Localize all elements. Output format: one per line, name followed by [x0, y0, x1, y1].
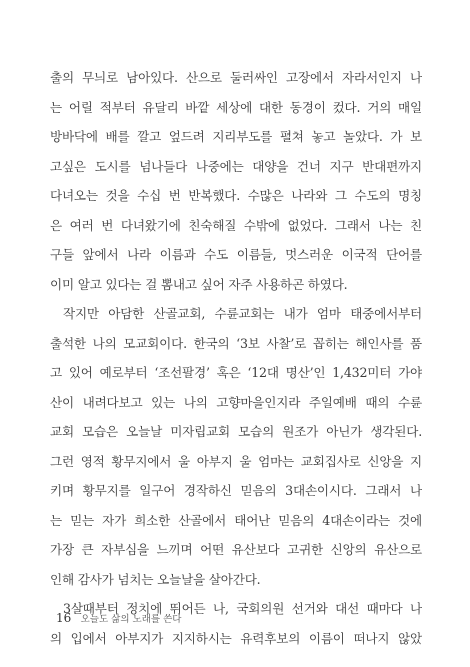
page-footer	[56, 611, 181, 625]
body-text	[50, 63, 422, 653]
page-number: 16	[56, 611, 72, 625]
text-line: 의 입에서 아부지가 지지하시는 유력후보의 이름이 떠나지 않았	[50, 630, 422, 646]
text-line: 방바닥에 배를 깔고 엎드려 지리부도를 펼쳐 놓고 놀았다. 가 보	[50, 129, 422, 144]
text-line: 교회 모습은 오늘날 미자립교회 모습의 원조가 아닌가 생각된다.	[50, 424, 422, 439]
text-line: 그런 영적 황무지에서 울 아부지 울 엄마는 교회집사로 신앙을 지	[50, 453, 422, 469]
text-line: 인해 감사가 넘치는 오늘날을 살아간다.	[50, 571, 261, 587]
text-line: 출의 무늬로 남아있다. 산으로 둘러싸인 고장에서 자라서인지 나	[50, 70, 422, 85]
text-line: 고싶은 도시를 넘나들다 나중에는 대양을 건너 지구 반대편까지	[50, 158, 422, 174]
text-line: 출석한 나의 모교회이다. 한국의 ‘3보 사찰’로 꼽히는 해인사를 품	[50, 335, 422, 351]
text-line: 는 믿는 자가 희소한 산골에서 태어난 믿음의 4대손이라는 것에	[50, 512, 422, 528]
text-line: 3살때부터 정치에 뛰어든 나, 국회의원 선거와 대선 때마다 나	[63, 601, 422, 616]
text-line: 고 있어 예로부터 ‘조선팔경’ 혹은 ‘12대 명산’인 1,432미터 가야	[50, 365, 422, 380]
running-title: 오늘도 삶의 노래를 쓴다	[80, 614, 182, 625]
text-line: 작지만 아담한 산골교회, 수륜교회는 내가 엄마 태중에서부터	[63, 306, 422, 321]
text-line: 이미 알고 있다는 걸 뽐내고 싶어 자주 사용하곤 하였다.	[50, 276, 348, 292]
text-line: 다녀오는 것을 수십 번 반복했다. 수많은 나라와 그 수도의 명칭	[50, 188, 422, 203]
text-line: 키며 황무지를 일구어 경작하신 믿음의 3대손이시다. 그래서 나	[50, 483, 422, 498]
text-line: 가장 큰 자부심을 느끼며 어떤 유산보다 고귀한 신앙의 유산으로	[50, 542, 422, 557]
text-line: 는 어릴 적부터 유달리 바깥 세상에 대한 동경이 컸다. 거의 매일	[50, 99, 422, 115]
text-line: 은 여러 번 다녀왔기에 친숙해질 수밖에 없었다. 그래서 나는 친	[50, 217, 422, 233]
text-line: 구들 앞에서 나라 이름과 수도 이름들, 멋스러운 이국적 단어를	[50, 247, 422, 262]
text-line: 산이 내려다보고 있는 나의 고향마을인지라 주일예배 때의 수륜	[50, 394, 422, 410]
